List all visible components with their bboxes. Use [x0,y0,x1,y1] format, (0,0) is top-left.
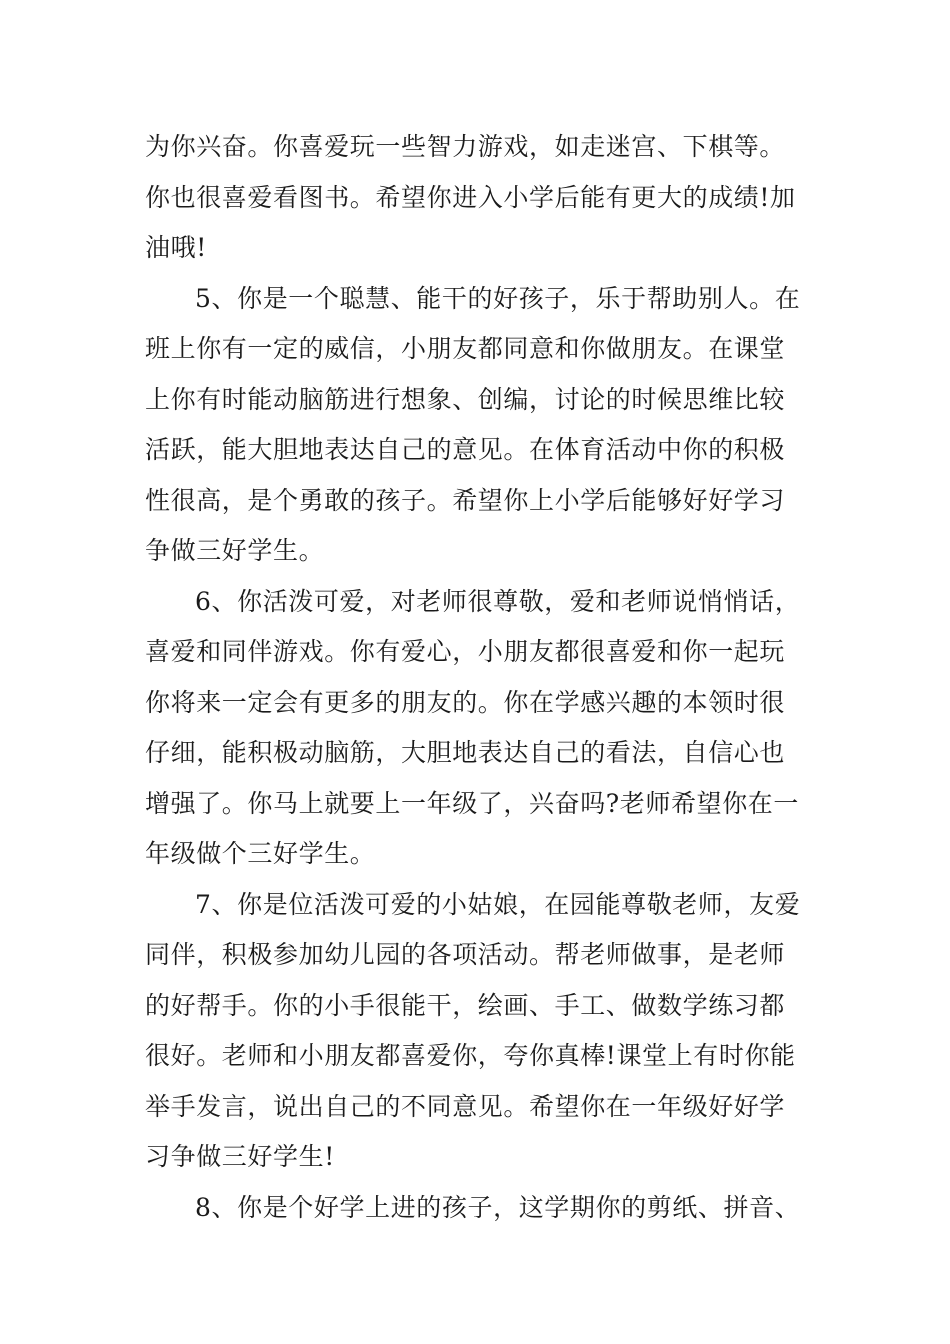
text-line: 年级做个三好学生。 [145,839,376,868]
text-line: 同伴，积极参加幼儿园的各项活动。帮老师做事，是老师 [145,940,786,969]
text-line: 7、你是位活泼可爱的小姑娘，在园能尊敬老师，友爱 [195,889,801,919]
paragraph-6 [145,577,810,880]
text-line: 上你有时能动脑筋进行想象、创编，讨论的时候思维比较 [145,384,786,414]
text-line: 的好帮手。你的小手很能干，绘画、手工、做数学练习都 [145,990,786,1020]
text-line: 油哦! [145,233,207,262]
text-line: 习争做三好学生! [145,1142,335,1171]
text-line: 8、你是个好学上进的孩子，这学期你的剪纸、拼音、 [195,1192,801,1222]
text-line: 班上你有一定的威信，小朋友都同意和你做朋友。在课堂 [145,334,786,363]
text-line: 5、你是一个聪慧、能干的好孩子，乐于帮助别人。在 [195,283,801,313]
text-line: 活跃，能大胆地表达自己的意见。在体育活动中你的积极 [145,435,786,464]
paragraph-7 [145,880,810,1183]
text-line: 6、你活泼可爱，对老师很尊敬，爱和老师说悄悄话， [195,586,801,616]
paragraph-4-continued [145,122,810,274]
text-line: 你将来一定会有更多的朋友的。你在学感兴趣的本领时很 [145,687,786,717]
text-line: 争做三好学生。 [145,536,325,565]
text-line: 很好。老师和小朋友都喜爱你，夸你真棒!课堂上有时你能 [145,1041,796,1070]
text-line: 你也很喜爱看图书。希望你进入小学后能有更大的成绩!加 [145,182,796,212]
text-line: 举手发言，说出自己的不同意见。希望你在一年级好好学 [145,1091,786,1121]
paragraph-5 [145,274,810,577]
text-line: 性很高，是个勇敢的孩子。希望你上小学后能够好好学习 [145,485,786,515]
text-line: 为你兴奋。你喜爱玩一些智力游戏，如走迷宫、下棋等。 [145,132,786,161]
text-line: 增强了。你马上就要上一年级了，兴奋吗?老师希望你在一 [145,788,800,818]
text-line: 喜爱和同伴游戏。你有爱心，小朋友都很喜爱和你一起玩 [145,637,786,666]
document-body [145,122,810,1233]
text-line: 仔细，能积极动脑筋，大胆地表达自己的看法，自信心也 [145,738,786,767]
paragraph-8 [145,1183,810,1234]
